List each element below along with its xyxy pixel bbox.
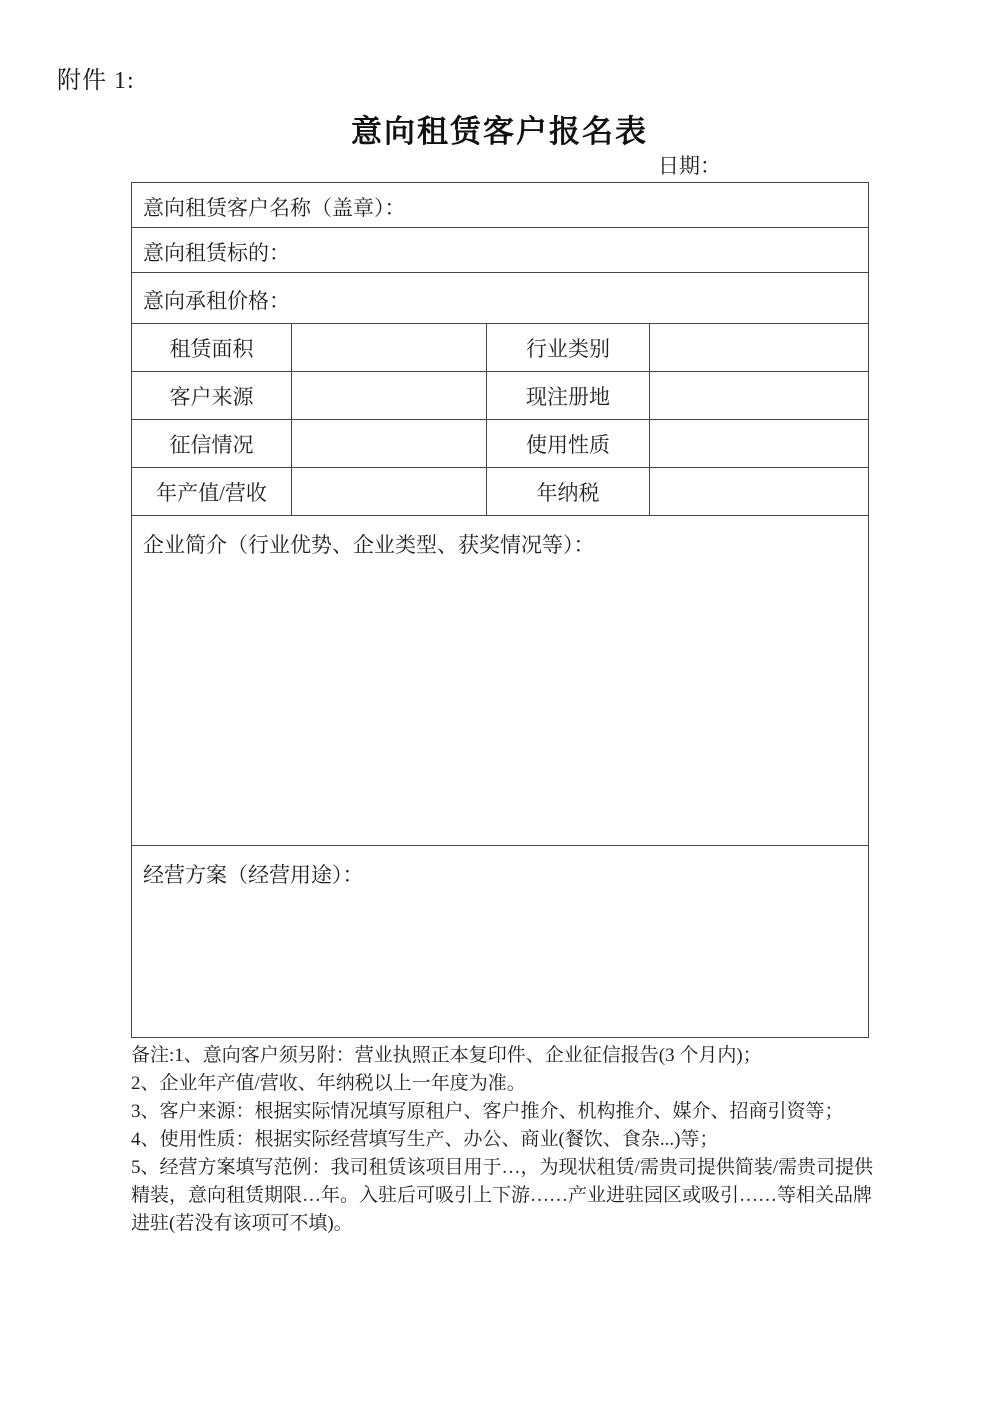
field-lease-area-value	[292, 324, 487, 372]
field-industry-category-value	[650, 324, 869, 372]
date-label: 日期：	[658, 154, 721, 178]
page-title: 意向租赁客户报名表	[351, 114, 648, 149]
field-annual-tax-label: 年纳税	[487, 468, 650, 516]
field-industry-category-label: 行业类别	[487, 324, 650, 372]
table-row	[132, 183, 869, 228]
field-annual-output-label: 年产值/营收	[132, 468, 292, 516]
attachment-label: 附件 1:	[57, 68, 135, 94]
field-registered-address-label: 现注册地	[487, 372, 650, 420]
notes-section	[131, 1042, 888, 1238]
table-row	[132, 516, 869, 846]
application-form-table	[131, 182, 869, 1038]
field-credit-status-value	[292, 420, 487, 468]
field-customer-source-value	[292, 372, 487, 420]
field-credit-status-label: 征信情况	[132, 420, 292, 468]
note-line-4: 4、使用性质：根据实际经营填写生产、办公、商业(餐饮、食杂...)等；	[131, 1129, 719, 1150]
table-row	[132, 468, 869, 516]
note-line-3: 3、客户来源：根据实际情况填写原租户、客户推介、机构推介、媒介、招商引资等；	[131, 1101, 844, 1122]
note-line-5: 5、经营方案填写范例：我司租赁该项目用于…，为现状租赁/需贵司提供简装/需贵司提供精装，意向租赁期限…年。入驻后可吸引上下游……产业进驻园区或吸引……等相关品牌进驻(若没有该项可不填)。	[131, 1157, 874, 1234]
note-line-2: 2、企业年产值/营收、年纳税以上一年度为准。	[131, 1073, 526, 1094]
field-company-profile-label: 企业简介（行业优势、企业类型、获奖情况等）：	[132, 516, 869, 846]
table-row	[132, 420, 869, 468]
field-usage-nature-label: 使用性质	[487, 420, 650, 468]
field-customer-source-label: 客户来源	[132, 372, 292, 420]
table-row	[132, 324, 869, 372]
field-rent-price-label: 意向承租价格：	[132, 273, 869, 324]
table-row	[132, 273, 869, 324]
note-line-1: 备注:1、意向客户须另附：营业执照正本复印件、企业征信报告(3 个月内)；	[131, 1045, 762, 1066]
field-annual-tax-value	[650, 468, 869, 516]
field-registered-address-value	[650, 372, 869, 420]
field-usage-nature-value	[650, 420, 869, 468]
field-lease-target-label: 意向租赁标的：	[132, 228, 869, 273]
field-annual-output-value	[292, 468, 487, 516]
field-lease-area-label: 租赁面积	[132, 324, 292, 372]
table-row	[132, 372, 869, 420]
field-business-plan-label: 经营方案（经营用途）：	[132, 846, 869, 1038]
table-row	[132, 846, 869, 1038]
table-row	[132, 228, 869, 273]
field-customer-name-label: 意向租赁客户名称（盖章）：	[132, 183, 869, 228]
